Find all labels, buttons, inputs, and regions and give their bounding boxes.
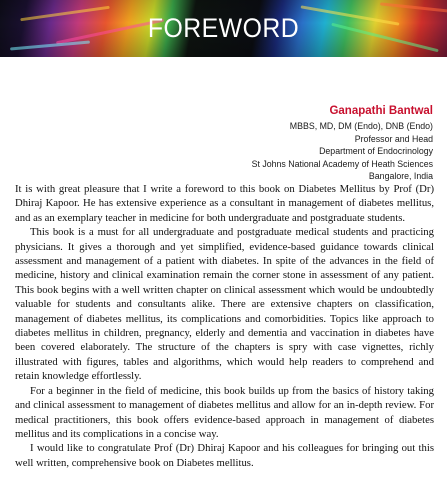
- author-block: [252, 104, 433, 183]
- paragraph: It is with great pleasure that I write a foreword to this book on Diabetes Mellitus by Prof (Dr) Dhiraj Kapoor. He has extensive experience as a consultant in management of diabetes mellitus, and as an exemplary teacher in medicine for both undergraduate and postgraduate students.: [15, 183, 434, 224]
- page-title: FOREWORD: [147, 13, 300, 43]
- paragraph: For a beginner in the field of medicine, this book builds up from the basics of history taking and clinical assessment to management of diabetes mellitus and allow for an in-depth review. For medical practitioners, this book offers evidence-based approach in management of diabetes mellitus and its complications in a concise way.: [15, 384, 434, 440]
- foreword-body: [15, 182, 434, 470]
- author-location: Bangalore, India: [368, 171, 433, 182]
- author-institution: St Johns National Academy of Heath Sciences: [251, 158, 433, 169]
- header-banner: [0, 0, 447, 57]
- author-name: Ganapathi Bantwal: [329, 105, 433, 117]
- author-department: Department of Endocrinology: [319, 146, 433, 157]
- author-position: Professor and Head: [354, 133, 433, 144]
- paragraph: I would like to congratulate Prof (Dr) Dhiraj Kapoor and his colleagues for bringing out this well written, comprehensive book on Diabetes mellitus.: [15, 442, 434, 469]
- author-credentials: MBBS, MD, DM (Endo), DNB (Endo): [289, 121, 433, 131]
- paragraph: This book is a must for all undergraduate and postgraduate medical students and practicing physicians. It gives a thorough and yet simplified, evidence-based guidance towards clinical assessment and management of a patient with diabetes. In spite of the advances in the field of medicine, history and clinical examination remain the corner stone in assessment of any patient. This book begins with a well written chapter on clinical assessment which would be undoubtedly valuable for students and consultants alike. There are extensive chapters on classification, management of diabetes mellitus, its complications and comorbidities. Topics like approach to diabetes mellitus in children, pregnancy, elderly and dementia and vaccination in diabetes have been covered elaborately. The structure of the chapters is spry with case vignettes, richly illustrated with figures, tables and algorithms, which would help readers to comprehend and retain knowledge effortlessly.: [15, 226, 434, 383]
